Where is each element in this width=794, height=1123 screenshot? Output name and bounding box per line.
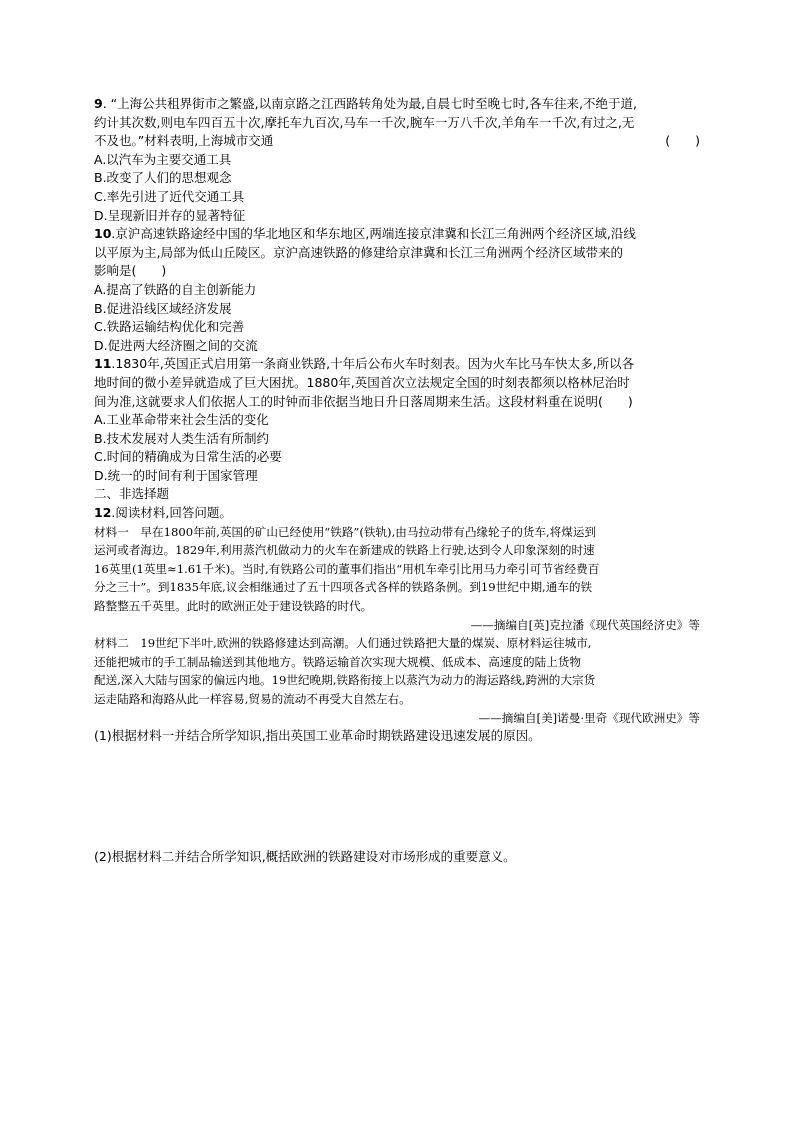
question-10-line-1: 10.京沪高速铁路途经中国的华北地区和华东地区,两端连接京津冀和长江三角洲两个经济区域,沿线 (94, 226, 636, 242)
material-1-line-4: 分之三十”。到1835年底,议会相继通过了五十四项各式各样的铁路条例。到19世纪中期,通车的铁 (94, 580, 593, 595)
option-c: C.铁路运输结构优化和完善 (94, 319, 245, 335)
question-9-line-1: 9. “上海公共租界街市之繁盛,以南京路之江西路转角处为最,自晨七时至晚七时,各车往来,不绝于道, (94, 96, 637, 111)
question-12-intro: 12.阅读材料,回答问题。 (94, 505, 232, 521)
answer-space-1[interactable] (94, 746, 700, 848)
material-1-line-1: 材料一 早在1800年前,英国的矿山已经使用“铁路”(铁轨),由马拉动带有凸缘轮子的货车,将煤运到 (94, 524, 597, 539)
option-d: D.促进两大经济圈之间的交流 (94, 337, 258, 353)
option-c: C.率先引进了近代交通工具 (94, 188, 245, 204)
question-9 (94, 95, 700, 225)
question-12-number: 12 (94, 505, 112, 521)
question-10-line-2: 以平原为主,局部为低山丘陵区。京沪高速铁路的修建给京津冀和长江三角洲两个经济区域带来的 (94, 244, 623, 260)
material-1-line-5: 路整整五千英里。此时的欧洲正处于建设铁路的时代。 (94, 599, 373, 614)
option-c: C.时间的精确成为日常生活的必要 (94, 449, 282, 465)
option-a: A.工业革命带来社会生活的变化 (94, 412, 269, 428)
material-1 (94, 523, 700, 635)
question-11-line-3: 间为准,这就要求人们依据人工的时钟而非依据当地日升日落周期来生活。这段材料重在说明( ) (94, 393, 633, 409)
option-a: A.提高了铁路的自主创新能力 (94, 281, 257, 297)
question-11-line-1: 11.1830年,英国正式启用第一条商业铁路,十年后公布火车时刻表。因为火车比马车快太多,所以各 (94, 356, 635, 372)
material-2-label: 材料二 (94, 636, 129, 651)
question-10-number: 10 (94, 226, 112, 242)
option-d: D.呈现新旧并存的显著特征 (94, 207, 246, 223)
question-9-line-3: 不及也。”材料表明,上海城市交通 ( ) (94, 132, 700, 151)
question-11 (94, 355, 700, 485)
material-2-line-3: 配送,深入大陆与国家的偏远内地。19世纪晚期,铁路衔接上以蒸汽为动力的海运路线,跨洲的大宗货 (94, 673, 596, 688)
question-12 (94, 504, 700, 866)
option-a: A.以汽车为主要交通工具 (94, 151, 232, 167)
answer-parentheses: ( ) (665, 133, 700, 149)
sub-question-2: (2)根据材料二并结合所学知识,概括欧洲的铁路建设对市场形成的重要意义。 (94, 848, 516, 864)
section-heading: 二、非选择题 (94, 486, 170, 502)
material-1-line-3: 16英里(1英里≈1.61千米)。当时,有铁路公司的董事们指出“用机车牵引比用马力牵引可节省经费百 (94, 561, 600, 576)
material-2-source: ——摘编自[美]诺曼·里奇《现代欧洲史》等 (478, 710, 700, 725)
question-11-line-2: 地时间的微小差异就造成了巨大困扰。1880年,英国首次立法规定全国的时刻表都须以格林尼治时 (94, 374, 630, 390)
material-2-line-4: 运走陆路和海路从此一样容易,贸易的流动不再受大自然左右。 (94, 692, 411, 706)
material-1-source: ——摘编自[英]克拉潘《现代英国经济史》等 (470, 617, 700, 632)
material-1-label: 材料一 (94, 524, 129, 539)
question-10-line-3: 影响是( ) (94, 263, 167, 279)
question-11-number: 11 (94, 356, 112, 372)
material-2 (94, 634, 700, 727)
material-2-line-2: 还能把城市的手工制品输送到其他地方。铁路运输首次实现大规模、低成本、高速度的陆上货物 (94, 654, 581, 669)
material-2-line-1: 材料二 19世纪下半叶,欧洲的铁路修建达到高潮。人们通过铁路把大量的煤炭、原材料运往城市, (94, 636, 592, 651)
option-b: B.改变了人们的思想观念 (94, 170, 232, 186)
question-9-line-2: 约计其次数,则电车四百五十次,摩托车九百次,马车一千次,腕车一万八千次,羊角车一千次,有过之,无 (94, 114, 635, 130)
exam-page (94, 95, 700, 866)
option-b: B.技术发展对人类生活有所制约 (94, 430, 270, 446)
option-b: B.促进沿线区域经济发展 (94, 300, 232, 316)
sub-question-1: (1)根据材料一并结合所学知识,指出英国工业革命时期铁路建设迅速发展的原因。 (94, 728, 541, 744)
option-d: D.统一的时间有利于国家管理 (94, 467, 258, 483)
question-9-number: 9 (94, 96, 103, 111)
material-1-line-2: 运河或者海边。1829年,利用蒸汽机做动力的火车在新建成的铁路上行驶,达到令人印象深刻的时速 (94, 543, 595, 558)
question-10 (94, 225, 700, 355)
